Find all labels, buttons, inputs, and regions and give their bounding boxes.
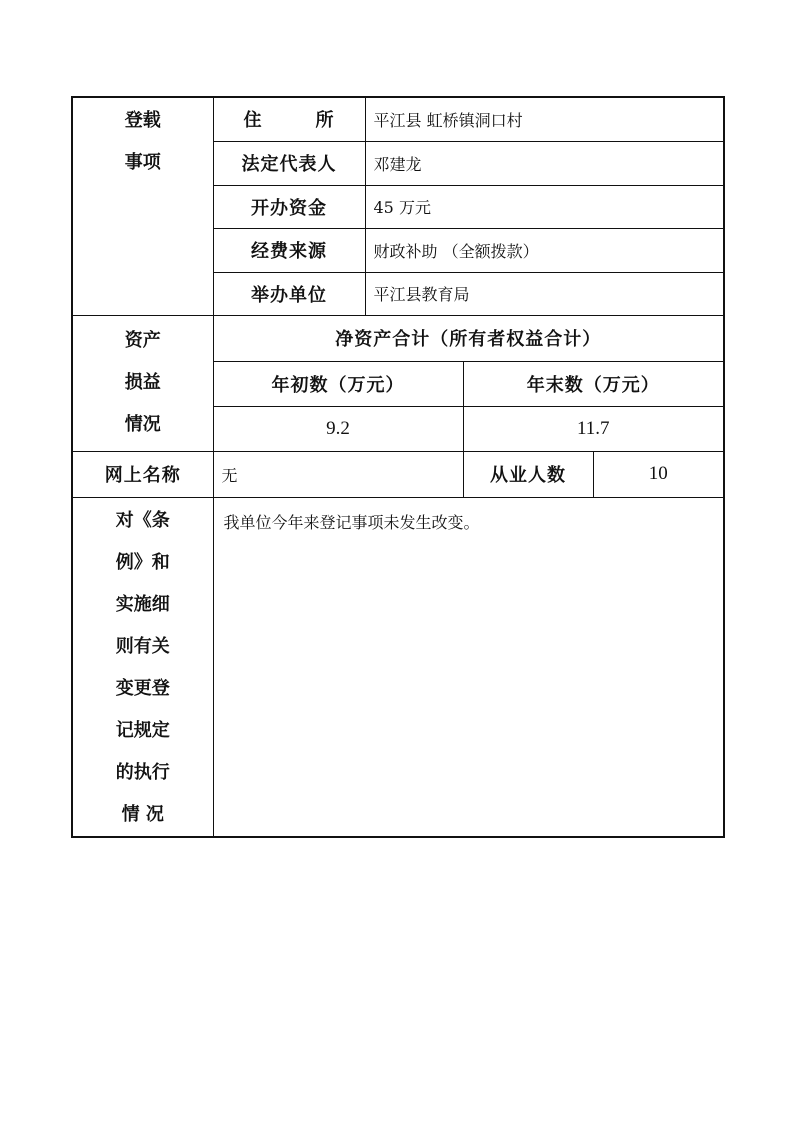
register-heading-cell <box>72 97 213 315</box>
registration-form-table <box>71 96 725 838</box>
online-name-value: 无 <box>213 451 463 497</box>
begin-year-value: 9.2 <box>213 406 463 451</box>
assets-heading-line: 损益 <box>124 371 161 393</box>
changes-text: 我单位今年来登记事项未发生改变。 <box>213 497 724 837</box>
staff-count-label: 从业人数 <box>463 451 593 497</box>
changes-heading-line: 的执行 <box>115 761 170 783</box>
net-assets-title: 净资产合计（所有者权益合计） <box>213 315 724 361</box>
begin-year-label: 年初数（万元） <box>213 361 463 406</box>
register-heading-line: 登载 <box>124 110 161 131</box>
online-name-label: 网上名称 <box>72 451 213 497</box>
capital-value: 45 万元 <box>365 185 724 228</box>
end-year-label: 年末数（万元） <box>463 361 724 406</box>
address-label-char: 住 <box>243 110 263 132</box>
changes-heading-line: 例》和 <box>115 551 170 573</box>
funding-source-value: 财政补助 （全额拨款） <box>365 228 724 272</box>
assets-heading-line: 资产 <box>124 329 161 351</box>
funding-source-label: 经费来源 <box>213 228 365 272</box>
staff-count-value: 10 <box>593 451 724 497</box>
assets-heading-cell <box>72 315 213 451</box>
sponsor-label: 举办单位 <box>213 272 365 315</box>
changes-heading-cell <box>72 497 213 837</box>
legal-rep-label: 法定代表人 <box>213 141 365 185</box>
legal-rep-value: 邓建龙 <box>365 141 724 185</box>
register-heading-line: 事项 <box>124 152 161 173</box>
assets-heading-line: 情况 <box>124 413 161 435</box>
changes-heading-line: 对《条 <box>115 509 170 531</box>
changes-heading-line: 变更登 <box>115 677 170 699</box>
end-year-value: 11.7 <box>463 406 724 451</box>
changes-heading-line: 情 况 <box>121 803 164 825</box>
sponsor-value: 平江县教育局 <box>365 272 724 315</box>
address-label <box>213 97 365 141</box>
changes-heading-line: 实施细 <box>115 593 170 615</box>
changes-heading-line: 则有关 <box>115 635 170 657</box>
capital-label: 开办资金 <box>213 185 365 228</box>
changes-heading-line: 记规定 <box>115 719 170 741</box>
address-label-char: 所 <box>315 110 335 132</box>
address-value: 平江县 虹桥镇洞口村 <box>365 97 724 141</box>
